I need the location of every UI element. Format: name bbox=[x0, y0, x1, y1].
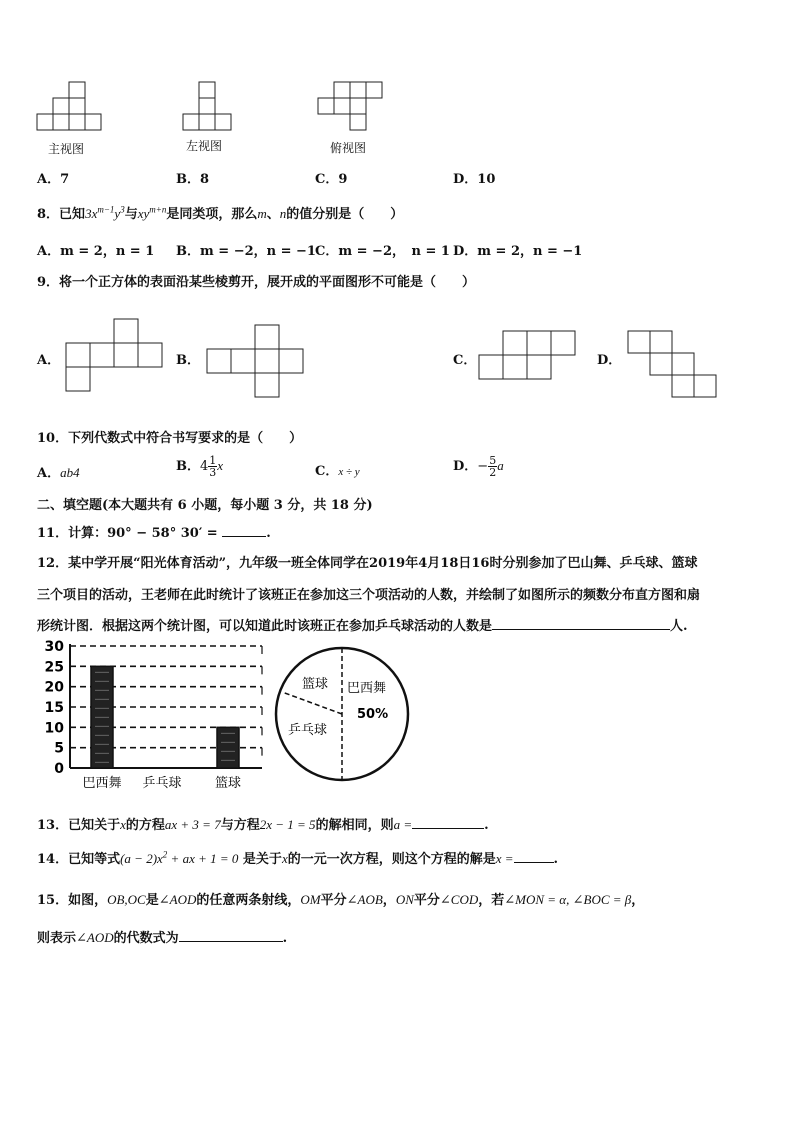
q9-option-c-label: C． bbox=[453, 353, 477, 368]
q14-stem bbox=[37, 848, 558, 867]
q8-text-c: 的值分别是（ ） bbox=[286, 207, 404, 222]
q9-net-b bbox=[207, 325, 307, 400]
q10-b-den: 3 bbox=[209, 466, 217, 479]
pie-label-pingpong: 乒乓球 bbox=[288, 723, 328, 738]
q10-option-d bbox=[453, 455, 504, 478]
q11-end: . bbox=[266, 526, 271, 541]
bar-y-tick-label: 5 bbox=[54, 740, 64, 757]
q8-n: n bbox=[279, 206, 287, 221]
q11-answer-blank[interactable] bbox=[222, 524, 266, 537]
q12-line1: 12．某中学开展“阳光体育活动”，九年级一班全体同学在2019年4月18日16时分别参加了巴山舞、乒乓球、篮球 bbox=[37, 556, 698, 571]
q15-end: . bbox=[282, 931, 288, 946]
q9-net-d bbox=[628, 331, 723, 401]
q8-term1: 3x bbox=[85, 206, 98, 221]
q11-stem bbox=[37, 522, 271, 541]
q8-m: m bbox=[257, 206, 267, 221]
q12-line3-end: 人. bbox=[670, 619, 688, 634]
q10-d-sign: − bbox=[477, 459, 489, 474]
q14-eq-sup: 2 bbox=[162, 849, 168, 860]
q13-text-d: 的解相同，则 bbox=[315, 818, 394, 833]
q8-term2: xy bbox=[137, 206, 150, 221]
front-view-label: 主视图 bbox=[48, 142, 85, 156]
q10-a-expr: ab4 bbox=[60, 465, 80, 480]
q10-option-b bbox=[176, 455, 223, 478]
top-view-figure bbox=[318, 78, 393, 133]
q10-d-label: D． bbox=[453, 459, 478, 474]
q14-text-c: 的一元一次方程，则这个方程的解是 bbox=[287, 852, 496, 867]
q12-answer-blank[interactable] bbox=[492, 617, 670, 630]
q15-om: OM bbox=[300, 892, 321, 907]
bar-y-tick-label: 30 bbox=[44, 639, 64, 655]
pie-label-baxiwu: 巴西舞 bbox=[347, 681, 387, 696]
bar-category-label: 篮球 bbox=[214, 776, 242, 791]
q15-text-f: ，若 bbox=[478, 893, 505, 908]
q13-eq1: ax + 3 = 7 bbox=[164, 817, 221, 832]
q10-d-num: 5 bbox=[489, 454, 497, 467]
q13-text-c: 与方程 bbox=[220, 818, 260, 833]
bar-y-tick-label: 25 bbox=[44, 659, 64, 676]
q14-eq: (a − 2)x bbox=[120, 851, 163, 866]
pie-chart bbox=[270, 642, 415, 787]
bar-category-label: 巴西舞 bbox=[82, 776, 122, 791]
q8-term2-sup: m+n bbox=[149, 204, 167, 215]
q12-line3-wrap bbox=[37, 615, 688, 634]
q14-answer-blank[interactable] bbox=[514, 850, 554, 863]
q13-eq2: 2x − 1 = 5 bbox=[259, 817, 316, 832]
bar-y-tick-label: 10 bbox=[44, 720, 64, 737]
q15-line2-a: 则表示 bbox=[37, 931, 77, 946]
bar-y-tick-label: 15 bbox=[44, 700, 64, 716]
q8-and: 与 bbox=[124, 207, 138, 222]
q13-end: . bbox=[484, 818, 489, 833]
q13-text-a: 13．已知关于 bbox=[37, 818, 121, 833]
q10-c-expr: x ÷ y bbox=[338, 466, 360, 478]
pie-annotation-percent: 50% bbox=[357, 707, 389, 722]
bar-category-label: 乒乓球 bbox=[142, 776, 182, 791]
q15-line1 bbox=[37, 889, 644, 908]
q15-angle4: ∠AOD bbox=[76, 930, 114, 945]
q7-option-a: A．7 bbox=[37, 172, 70, 187]
q8-text-b: 是同类项，那么 bbox=[166, 207, 258, 222]
q15-text-d: 平分 bbox=[320, 893, 347, 908]
q13-stem bbox=[37, 814, 489, 833]
q10-option-a bbox=[37, 462, 80, 481]
q15-on: ON bbox=[395, 892, 414, 907]
left-view-figure bbox=[183, 78, 238, 133]
q14-x-eq: x = bbox=[495, 851, 514, 866]
q15-line2-b: 的代数式为 bbox=[113, 931, 179, 946]
q13-x: x bbox=[120, 817, 126, 832]
q8-term1-b: y bbox=[114, 206, 121, 221]
q12-line2: 三个项目的活动，王老师在此时统计了该班正在参加这三个项活动的人数，并绘制了如图所示的频数分布直方图和扇 bbox=[37, 588, 701, 603]
q8-stem bbox=[37, 203, 403, 222]
q10-stem: 10．下列代数式中符合书写要求的是（ ） bbox=[37, 431, 303, 446]
bar-y-tick-label: 0 bbox=[54, 761, 64, 777]
q9-net-c bbox=[479, 331, 579, 381]
q10-b-var: x bbox=[217, 458, 224, 473]
q8-term1-sup: m−1 bbox=[97, 204, 115, 215]
q7-option-b: B．8 bbox=[176, 172, 210, 187]
q9-option-a-label: A． bbox=[37, 353, 61, 368]
front-view-figure bbox=[37, 78, 107, 133]
q15-text-c: 的任意两条射线， bbox=[196, 893, 301, 908]
q14-end: . bbox=[553, 852, 559, 867]
q8-option-a: A．m = 2，n = 1 bbox=[37, 244, 155, 259]
q15-angle1: ∠AOD bbox=[158, 892, 197, 907]
left-view-label: 左视图 bbox=[186, 139, 223, 153]
q15-text-a: 15．如图， bbox=[37, 893, 108, 908]
section2-heading: 二、填空题(本大题共有 6 小题，每小题 3 分，共 18 分) bbox=[37, 498, 373, 513]
q13-a-eq: a = bbox=[393, 817, 413, 832]
q14-eq-rest: + ax + 1 = 0 bbox=[167, 851, 239, 866]
q14-text-b: 是关于 bbox=[242, 852, 282, 867]
q13-answer-blank[interactable] bbox=[412, 816, 484, 829]
q9-stem: 9．将一个正方体的表面沿某些棱剪开，展开成的平面图形不可能是（ ） bbox=[37, 275, 476, 290]
q10-b-whole: 4 bbox=[200, 459, 209, 474]
q15-line2 bbox=[37, 927, 287, 946]
bar-y-tick-label: 20 bbox=[44, 679, 64, 696]
q15-angle3: ∠COD bbox=[439, 892, 479, 907]
q8-option-c: C．m = −2， n = 1 bbox=[315, 244, 450, 259]
top-view-label: 俯视图 bbox=[330, 141, 367, 155]
q8-option-d: D．m = 2，n = −1 bbox=[453, 244, 583, 259]
q10-b-num: 1 bbox=[209, 454, 217, 467]
q9-option-d-label: D． bbox=[597, 353, 622, 368]
bar-chart bbox=[40, 640, 270, 795]
q8-sep: 、 bbox=[266, 207, 280, 222]
q8-term1-b-sup: 3 bbox=[120, 204, 125, 215]
q15-angle2: ∠AOB bbox=[346, 892, 383, 907]
q9-net-a bbox=[66, 319, 166, 394]
q10-b-label: B． bbox=[176, 459, 200, 474]
q15-cond: ∠MON = α, ∠BOC = β bbox=[504, 892, 632, 907]
q15-text-b: 是 bbox=[145, 893, 159, 908]
q7-option-c: C．9 bbox=[315, 172, 348, 187]
q8-text-a: 已知 bbox=[59, 207, 86, 222]
q10-d-var: a bbox=[497, 458, 504, 473]
q11-text: 11．计算：90° − 58° 30′ = bbox=[37, 526, 223, 541]
q13-text-b: 的方程 bbox=[125, 818, 165, 833]
q9-option-b-label: B． bbox=[176, 353, 200, 368]
q12-line3: 形统计图．根据这两个统计图，可以知道此时该班正在参加乒乓球活动的人数是 bbox=[37, 619, 493, 634]
q14-text-a: 14．已知等式 bbox=[37, 852, 121, 867]
pie-label-basketball: 篮球 bbox=[302, 677, 329, 692]
q15-rays: OB,OC bbox=[107, 892, 146, 907]
q7-option-d: D．10 bbox=[453, 172, 496, 187]
q8-option-b: B．m = −2，n = −1 bbox=[176, 244, 316, 259]
q15-text-e: 平分 bbox=[413, 893, 440, 908]
q10-a-label: A． bbox=[37, 466, 61, 481]
q15-sep: ， bbox=[382, 893, 396, 908]
q10-option-c bbox=[315, 460, 360, 479]
q8-number: 8． bbox=[37, 207, 60, 222]
q14-x: x bbox=[281, 851, 288, 866]
q10-c-label: C． bbox=[315, 464, 339, 479]
q10-d-den: 2 bbox=[489, 466, 497, 479]
q15-answer-blank[interactable] bbox=[179, 929, 283, 942]
q15-text-g: ， bbox=[631, 893, 645, 908]
